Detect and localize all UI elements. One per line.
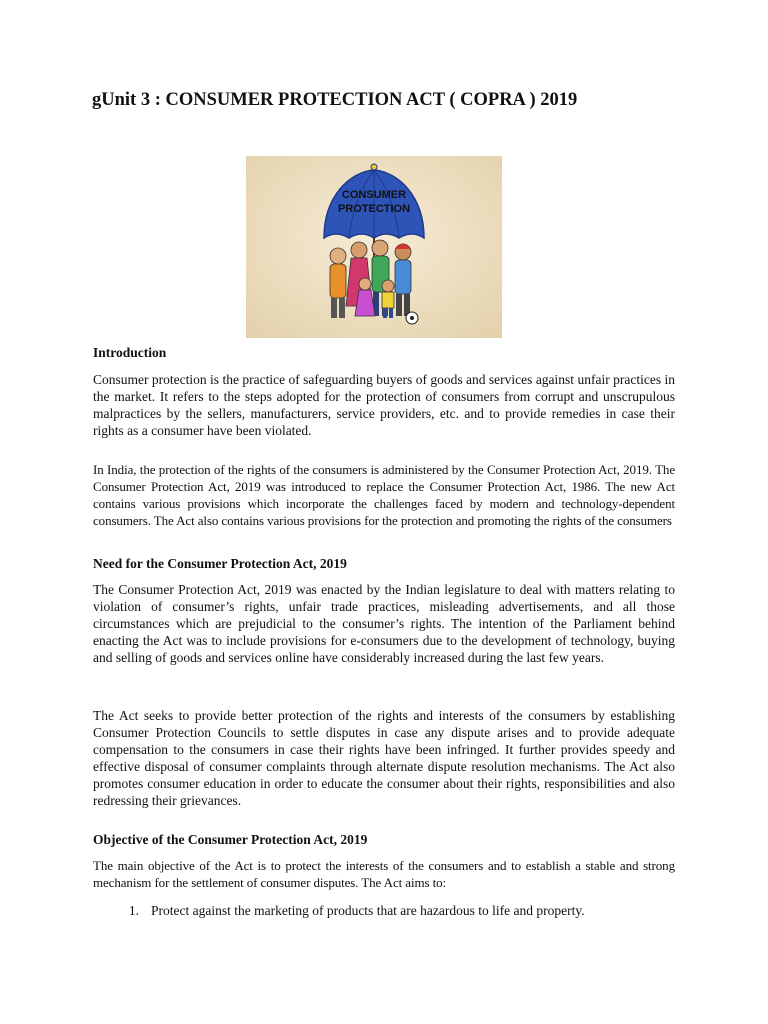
objectives-list [93,902,675,919]
list-item-number: 1. [128,903,139,918]
umbrella-text-line1: CONSUMER [341,189,407,201]
paragraph-need-2: The Act seeks to provide better protection of the rights and interests of the consumers by establishing Consumer Protection Councils to settle disputes in case any dispute arises and to provide adequate compensation to the consumers in case their rights have been infringed. It further provides speedy and effective disposal of consumer complaints through alternate dispute resolution mechanisms. The Act also promotes consumer education in order to educate the consumer about their rights, responsibilities and also redressing their grievances. [93,708,675,808]
family-figures [330,240,418,324]
section-heading-objective: Objective of the Consumer Protection Act, 2019 [93,832,368,847]
section-heading-introduction: Introduction [93,345,167,360]
list-item [93,902,675,919]
paragraph-objective-1: The main objective of the Act is to protect the interests of the consumers and to establish a stable and strong mechanism for the settlement of consumer disputes. The Act aims to: [93,858,675,890]
paragraph-need-1: The Consumer Protection Act, 2019 was enacted by the Indian legislature to deal with matters relating to violation of consumer’s rights, unfair trade practices, misleading advertisements, and all those circumstances which are prejudicial to the consumer’s rights. The intention of the Parliament behind enacting the Act was to include provisions for e-consumers due to the development of technology, buying and selling of goods and services online have considerably increased during the last few years. [93,582,675,665]
umbrella-text-line2: PROTECTION [337,203,411,215]
consumer-protection-illustration [246,156,502,338]
paragraph-introduction-2: In India, the protection of the rights of the consumers is administered by the Consumer Protection Act, 2019. The Consumer Protection Act, 2019 was introduced to replace the Consumer Protection Act, 1986. The new Act contains various provisions which incorporate the challenges faced by modern and technology-dependent consumers. The Act also contains various provisions for the protection and promoting the rights of the consumers [93,462,675,528]
paragraph-introduction-1: Consumer protection is the practice of safeguarding buyers of goods and services against unfair practices in the market. It refers to the steps adopted for the protection of consumers from corrupt and unscrupulous malpractices by the sellers, manufacturers, service providers, etc. and to provide remedies in case their rights as a consumer have been violated. [93,372,675,438]
list-item-text: Protect against the marketing of products that are hazardous to life and property. [151,903,585,918]
page-title: gUnit 3 : CONSUMER PROTECTION ACT ( COPRA ) 2019 [92,90,578,110]
section-heading-need: Need for the Consumer Protection Act, 2019 [93,556,347,571]
umbrella-family-image [246,156,502,338]
